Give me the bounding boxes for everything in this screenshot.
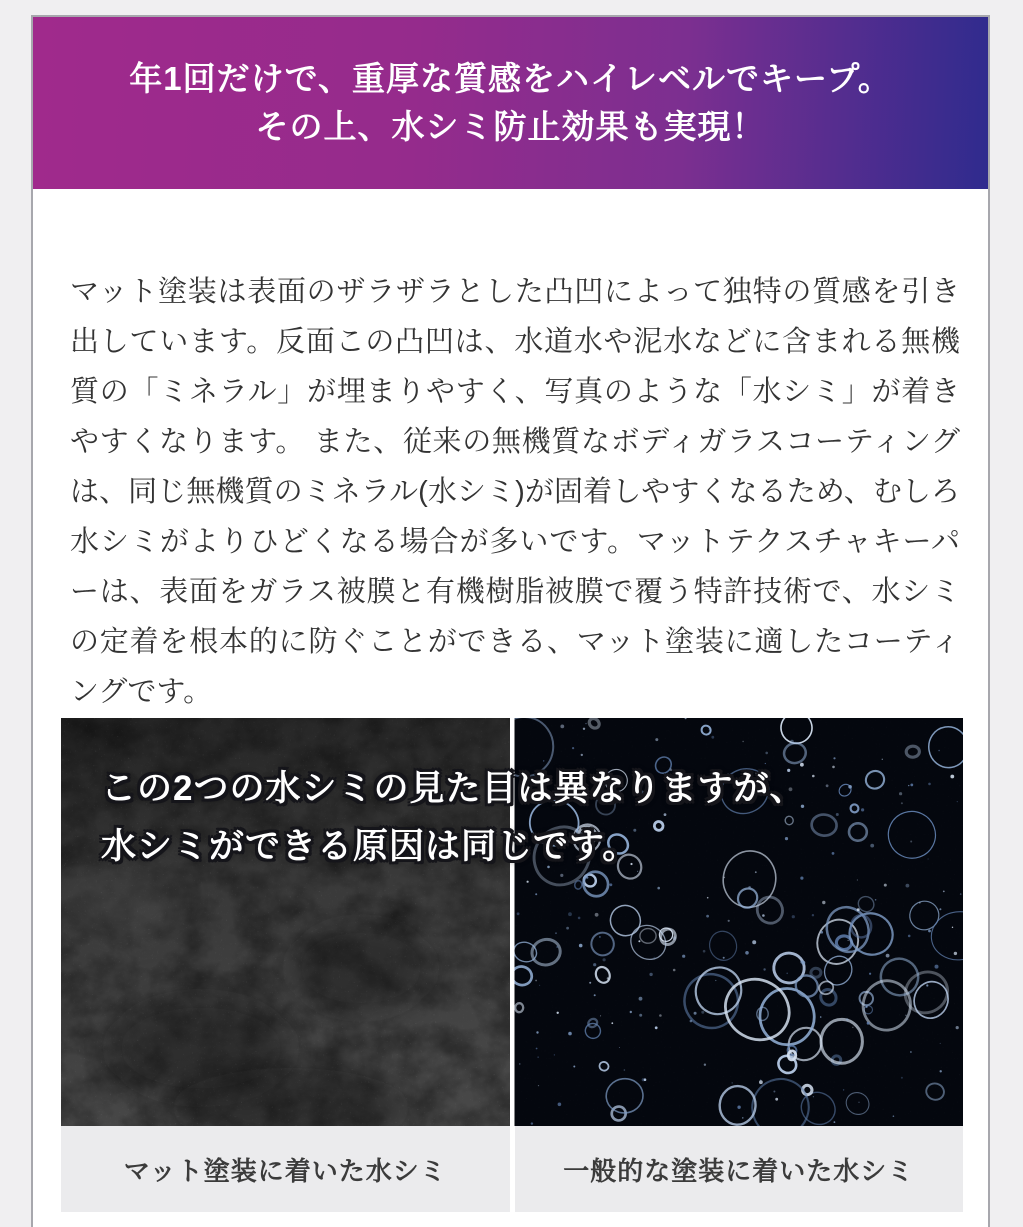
caption-row xyxy=(61,1126,963,1212)
banner-headline-line-2: その上、水シミ防止効果も実現！ xyxy=(255,108,766,145)
caption-matte xyxy=(61,1126,510,1212)
hero-banner xyxy=(33,17,988,189)
caption-glossy-label: 一般的な塗装に着いた水シミ xyxy=(563,1155,915,1186)
overlay-line-2: 水シミができる原因は同じです。 xyxy=(101,827,639,866)
content-card xyxy=(31,15,990,1227)
article-paragraph: マット塗装は表面のザラザラとした凸凹によって独特の質感を引き出しています。反面この凸凹は、水道水や泥水などに含まれる無機質の「ミネラル」が埋まりやすく、写真のような「水シミ」が着きやすくなります。 また、従来の無機質なボディガラスコーティングは、同じ無機質のミネラル(水シミ)が固着しやすくなるため、むしろ水シミがよりひどくなる場合が多いです。マットテクスチャキーパーは、表面をガラス被膜と有機樹脂被膜で覆う特許技術で、水シミの定着を根本的に防ぐことができる、マット塗装に適したコーティングです。 xyxy=(70,276,960,708)
overlay-line-1: この2つの水シミの見た目は異なりますが、 xyxy=(101,769,806,808)
comparison-figure xyxy=(61,718,963,1218)
photo-overlay-text xyxy=(101,760,805,876)
banner-headline-line-1: 年1回だけで、重厚な質感をハイレベルでキープ。 xyxy=(129,60,892,97)
caption-glossy xyxy=(515,1126,964,1212)
caption-matte-label: マット塗装に着いた水シミ xyxy=(123,1155,447,1186)
